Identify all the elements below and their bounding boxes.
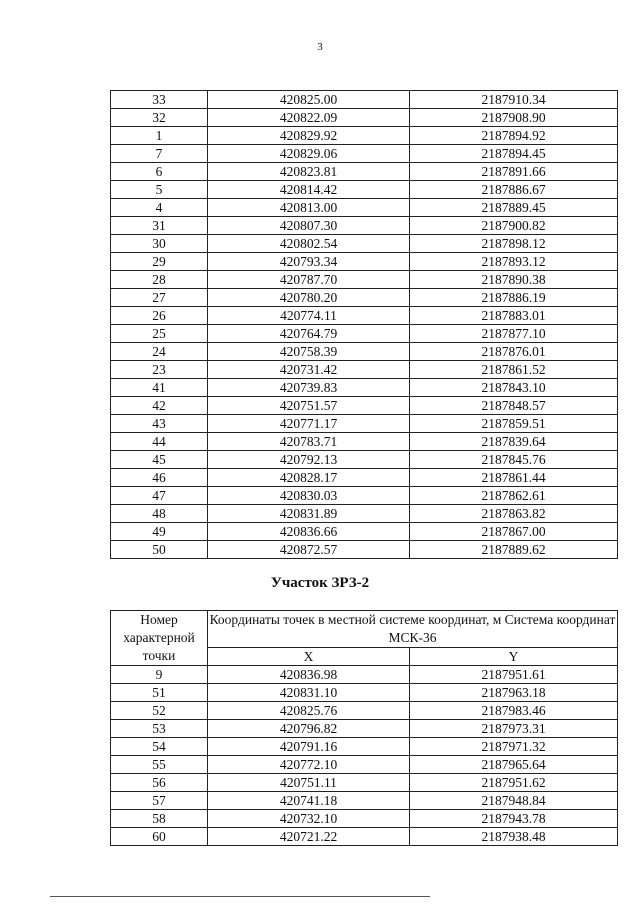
point-number-cell: 57: [111, 792, 208, 810]
y-coordinate-cell: 2187839.64: [410, 433, 618, 451]
point-number-cell: 7: [111, 145, 208, 163]
table-row: [111, 127, 618, 145]
table-row: [111, 756, 618, 774]
x-coordinate-cell: 420787.70: [208, 271, 410, 289]
point-number-cell: 56: [111, 774, 208, 792]
y-coordinate-cell: 2187886.67: [410, 181, 618, 199]
point-number-cell: 49: [111, 523, 208, 541]
point-number-cell: 60: [111, 828, 208, 846]
point-number-cell: 33: [111, 91, 208, 109]
y-coordinate-cell: 2187951.62: [410, 774, 618, 792]
x-coordinate-cell: 420771.17: [208, 415, 410, 433]
x-coordinate-cell: 420829.92: [208, 127, 410, 145]
section-title: Участок ЗРЗ-2: [270, 575, 370, 591]
coordinates-table-continued: [110, 90, 618, 559]
table-row: [111, 199, 618, 217]
x-coordinate-cell: 420793.34: [208, 253, 410, 271]
y-coordinate-cell: 2187861.52: [410, 361, 618, 379]
table-row: [111, 271, 618, 289]
coordinates-table-body: [111, 666, 618, 846]
table-row: [111, 235, 618, 253]
x-coordinate-cell: 420836.98: [208, 666, 410, 684]
x-coordinate-cell: 420751.11: [208, 774, 410, 792]
y-coordinate-cell: 2187863.82: [410, 505, 618, 523]
y-coordinate-cell: 2187893.12: [410, 253, 618, 271]
point-number-cell: 55: [111, 756, 208, 774]
point-number-cell: 4: [111, 199, 208, 217]
x-coordinate-cell: 420825.76: [208, 702, 410, 720]
y-coordinate-cell: 2187845.76: [410, 451, 618, 469]
table-row: [111, 361, 618, 379]
x-coordinate-cell: 420823.81: [208, 163, 410, 181]
point-number-cell: 1: [111, 127, 208, 145]
y-coordinate-cell: 2187971.32: [410, 738, 618, 756]
x-coordinate-cell: 420829.06: [208, 145, 410, 163]
table-row: [111, 720, 618, 738]
table-row: [111, 415, 618, 433]
y-coordinate-cell: 2187890.38: [410, 271, 618, 289]
y-coordinate-cell: 2187861.44: [410, 469, 618, 487]
x-coordinate-cell: 420814.42: [208, 181, 410, 199]
y-coordinate-cell: 2187859.51: [410, 415, 618, 433]
x-coordinate-cell: 420872.57: [208, 541, 410, 559]
table-row: [111, 810, 618, 828]
y-coordinate-cell: 2187983.46: [410, 702, 618, 720]
table-row: [111, 487, 618, 505]
point-number-cell: 51: [111, 684, 208, 702]
x-coordinate-cell: 420831.89: [208, 505, 410, 523]
footer-divider: [50, 896, 430, 897]
table-row: [111, 181, 618, 199]
point-number-cell: 32: [111, 109, 208, 127]
x-coordinate-cell: 420828.17: [208, 469, 410, 487]
x-coordinate-cell: 420758.39: [208, 343, 410, 361]
x-coordinate-cell: 420780.20: [208, 289, 410, 307]
y-coordinate-cell: 2187908.90: [410, 109, 618, 127]
table-row: [111, 289, 618, 307]
y-coordinate-cell: 2187898.12: [410, 235, 618, 253]
table-row: [111, 145, 618, 163]
point-number-cell: 54: [111, 738, 208, 756]
x-coordinate-cell: 420830.03: [208, 487, 410, 505]
table-row: [111, 91, 618, 109]
point-number-cell: 44: [111, 433, 208, 451]
header-coordinates: Координаты точек в местной системе координат, м Система координат МСК-36: [208, 611, 618, 648]
x-coordinate-cell: 420813.00: [208, 199, 410, 217]
y-coordinate-cell: 2187900.82: [410, 217, 618, 235]
x-coordinate-cell: 420721.22: [208, 828, 410, 846]
y-coordinate-cell: 2187894.92: [410, 127, 618, 145]
coordinates-table-zrz2: [110, 610, 618, 846]
coordinates-table-body: [111, 91, 618, 559]
y-coordinate-cell: 2187889.45: [410, 199, 618, 217]
x-coordinate-cell: 420807.30: [208, 217, 410, 235]
point-number-cell: 42: [111, 397, 208, 415]
table-row: [111, 451, 618, 469]
x-coordinate-cell: 420792.13: [208, 451, 410, 469]
y-coordinate-cell: 2187943.78: [410, 810, 618, 828]
x-coordinate-cell: 420825.00: [208, 91, 410, 109]
x-coordinate-cell: 420751.57: [208, 397, 410, 415]
table-row: [111, 828, 618, 846]
table-row: [111, 523, 618, 541]
y-coordinate-cell: 2187883.01: [410, 307, 618, 325]
header-x: X: [208, 648, 410, 666]
x-coordinate-cell: 420822.09: [208, 109, 410, 127]
point-number-cell: 58: [111, 810, 208, 828]
point-number-cell: 43: [111, 415, 208, 433]
table-row: [111, 109, 618, 127]
x-coordinate-cell: 420836.66: [208, 523, 410, 541]
point-number-cell: 9: [111, 666, 208, 684]
table-row: [111, 684, 618, 702]
x-coordinate-cell: 420739.83: [208, 379, 410, 397]
table-row: [111, 469, 618, 487]
y-coordinate-cell: 2187891.66: [410, 163, 618, 181]
y-coordinate-cell: 2187877.10: [410, 325, 618, 343]
point-number-cell: 6: [111, 163, 208, 181]
point-number-cell: 5: [111, 181, 208, 199]
table-row: [111, 343, 618, 361]
table-header: [111, 611, 618, 666]
table-row: [111, 738, 618, 756]
point-number-cell: 45: [111, 451, 208, 469]
table-row: [111, 433, 618, 451]
x-coordinate-cell: 420831.10: [208, 684, 410, 702]
table-row: [111, 666, 618, 684]
point-number-cell: 24: [111, 343, 208, 361]
table-row: [111, 307, 618, 325]
x-coordinate-cell: 420731.42: [208, 361, 410, 379]
x-coordinate-cell: 420732.10: [208, 810, 410, 828]
table-row: [111, 505, 618, 523]
point-number-cell: 52: [111, 702, 208, 720]
point-number-cell: 41: [111, 379, 208, 397]
point-number-cell: 31: [111, 217, 208, 235]
point-number-cell: 48: [111, 505, 208, 523]
table-row: [111, 792, 618, 810]
y-coordinate-cell: 2187948.84: [410, 792, 618, 810]
header-point-number: Номер характерной точки: [111, 611, 208, 666]
point-number-cell: 46: [111, 469, 208, 487]
x-coordinate-cell: 420764.79: [208, 325, 410, 343]
x-coordinate-cell: 420802.54: [208, 235, 410, 253]
point-number-cell: 47: [111, 487, 208, 505]
y-coordinate-cell: 2187973.31: [410, 720, 618, 738]
point-number-cell: 25: [111, 325, 208, 343]
x-coordinate-cell: 420783.71: [208, 433, 410, 451]
y-coordinate-cell: 2187843.10: [410, 379, 618, 397]
table-row: [111, 397, 618, 415]
point-number-cell: 29: [111, 253, 208, 271]
x-coordinate-cell: 420791.16: [208, 738, 410, 756]
page-number: 3: [317, 41, 323, 53]
y-coordinate-cell: 2187965.64: [410, 756, 618, 774]
y-coordinate-cell: 2187938.48: [410, 828, 618, 846]
y-coordinate-cell: 2187886.19: [410, 289, 618, 307]
y-coordinate-cell: 2187894.45: [410, 145, 618, 163]
point-number-cell: 30: [111, 235, 208, 253]
table-row: [111, 253, 618, 271]
header-y: Y: [410, 648, 618, 666]
x-coordinate-cell: 420741.18: [208, 792, 410, 810]
y-coordinate-cell: 2187963.18: [410, 684, 618, 702]
table-row: [111, 541, 618, 559]
y-coordinate-cell: 2187889.62: [410, 541, 618, 559]
point-number-cell: 26: [111, 307, 208, 325]
x-coordinate-cell: 420774.11: [208, 307, 410, 325]
x-coordinate-cell: 420796.82: [208, 720, 410, 738]
y-coordinate-cell: 2187876.01: [410, 343, 618, 361]
table-row: [111, 217, 618, 235]
point-number-cell: 50: [111, 541, 208, 559]
point-number-cell: 23: [111, 361, 208, 379]
y-coordinate-cell: 2187848.57: [410, 397, 618, 415]
point-number-cell: 28: [111, 271, 208, 289]
y-coordinate-cell: 2187862.61: [410, 487, 618, 505]
y-coordinate-cell: 2187867.00: [410, 523, 618, 541]
table-row: [111, 379, 618, 397]
point-number-cell: 27: [111, 289, 208, 307]
point-number-cell: 53: [111, 720, 208, 738]
y-coordinate-cell: 2187951.61: [410, 666, 618, 684]
table-row: [111, 702, 618, 720]
table-row: [111, 774, 618, 792]
y-coordinate-cell: 2187910.34: [410, 91, 618, 109]
x-coordinate-cell: 420772.10: [208, 756, 410, 774]
table-row: [111, 163, 618, 181]
table-row: [111, 325, 618, 343]
